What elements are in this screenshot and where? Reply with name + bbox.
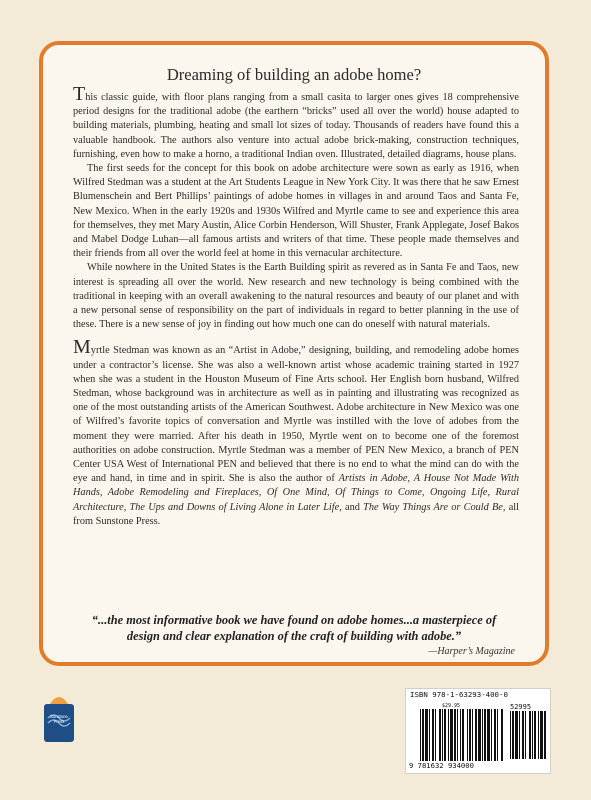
description-panel [39, 41, 549, 666]
barcode-addon-bars [510, 711, 546, 759]
paragraph-history: The first seeds for the concept for this book on adobe architecture were sown as early as 1916, when Wilfred Stedman was a student at the Art Students League in New York City. It was there that he saw Ernest Blumenschein and Bert Phillips’ paintings of adobe homes in villages in and around Taos and Santa Fe, New Mexico. When in the early 1920s and 1930s Wilfred and Myrtle came to see and experience this area for themselves, they met Mary Austin, Alice Corbin Henderson, Will Shuster, Frank Applegate, Josef Bakos and Mabel Dodge Luhan—all famous artists and writers of that time. These people made themselves and their friends from all over the world feel at home in this vernacular architecture. [73, 163, 519, 260]
addon-digits: 52995 [510, 703, 532, 711]
paragraph-interest: While nowhere in the United States is the Earth Building spirit as revered as in Santa Fe and Taos, new interest is spreading all over the world. New research and new technology is being combined with the traditional in keeping with an overall awakening to the natural resources and beauty of our planet and with a new personal sense of responsibility on the part of individuals in regard to better planning in the use of these. There is a new sense of joy in finding out how much one can do oneself with natural materials. [73, 262, 519, 331]
isbn-label: ISBN 978-1-63293-400-0 [410, 690, 508, 699]
last-book-title: The Way Things Are or Could Be, [363, 501, 506, 513]
paragraph-intro [73, 83, 519, 162]
quote-attribution: —Harper’s Magazine [428, 646, 515, 657]
intro-text: his classic guide, with floor plans ranging from a small casita to larger ones gives 18 comprehensive period designs for the traditional adobe (the earthern “bricks” used all over the world) house adapted to building materials, plumbing, heating and small lot sizes of today. Thousands of readers have found this a valuable handbook. The authors also venture into actual adobe brick-making, construction techniques, furnishing, even how to make a horno, a traditional Indian oven. Illustrated, detailed diagrams, house plans. [73, 92, 519, 160]
drop-cap: M [73, 336, 91, 359]
paragraph-author-bio [73, 336, 520, 529]
and-word: and [341, 501, 364, 513]
ean-digits: 9 781632 934000 [409, 761, 474, 770]
description-body [73, 83, 520, 529]
bio-tail: all from Sunstone Press. [73, 501, 519, 527]
barcode-box [405, 688, 551, 774]
bio-text: yrtle Stedman was known as an “Artist in Adobe,” designing, building, and remodeling adobe homes under a contractor’s license. She was also a well-known artist whose academic training started in 1927 when she was a student in the Houston Museum of Fine Arts school. Her English born husband, Wilfred Stedman, whose background was in architecture as well as in painting and illustrating was recognized as one of the most outstanding artists of the American Southwest. Adobe architecture in New Mexico was one of Wilfred’s favorite topics of conversation and Myrtle was instilled with the love of adobes from the moment they were married. After his death in 1950, Myrtle went on to become one of the foremost authorities on adobe construction. Myrtle Stedman was a member of PEN New Mexico, a branch of PEN Center USA West of International PEN and believed that there is no end to what the mind can do with the eye and hand, in time and in spirit. She is also the author of [73, 345, 519, 485]
price-label: $29.95 [442, 703, 461, 709]
page-heading: Dreaming of building an adobe home? [166, 65, 422, 84]
barcode-ean-bars [420, 709, 504, 761]
drop-cap: T [73, 83, 86, 105]
book-titles: Artists in Adobe, A House Not Made With Hands, Adobe Remodeling and Fireplaces, Of One Mind, Of Things to Come, Ongoing Life, Rural Architecture, The Ups and Downs of Living Alone in Later Life, [73, 473, 520, 513]
publisher-name: Sunstone Press [50, 714, 68, 724]
review-quote: “...the most informative book we have found on adobe homes...a masterpiece of design and clear explanation of the craft of building with adobe.” [91, 613, 497, 643]
